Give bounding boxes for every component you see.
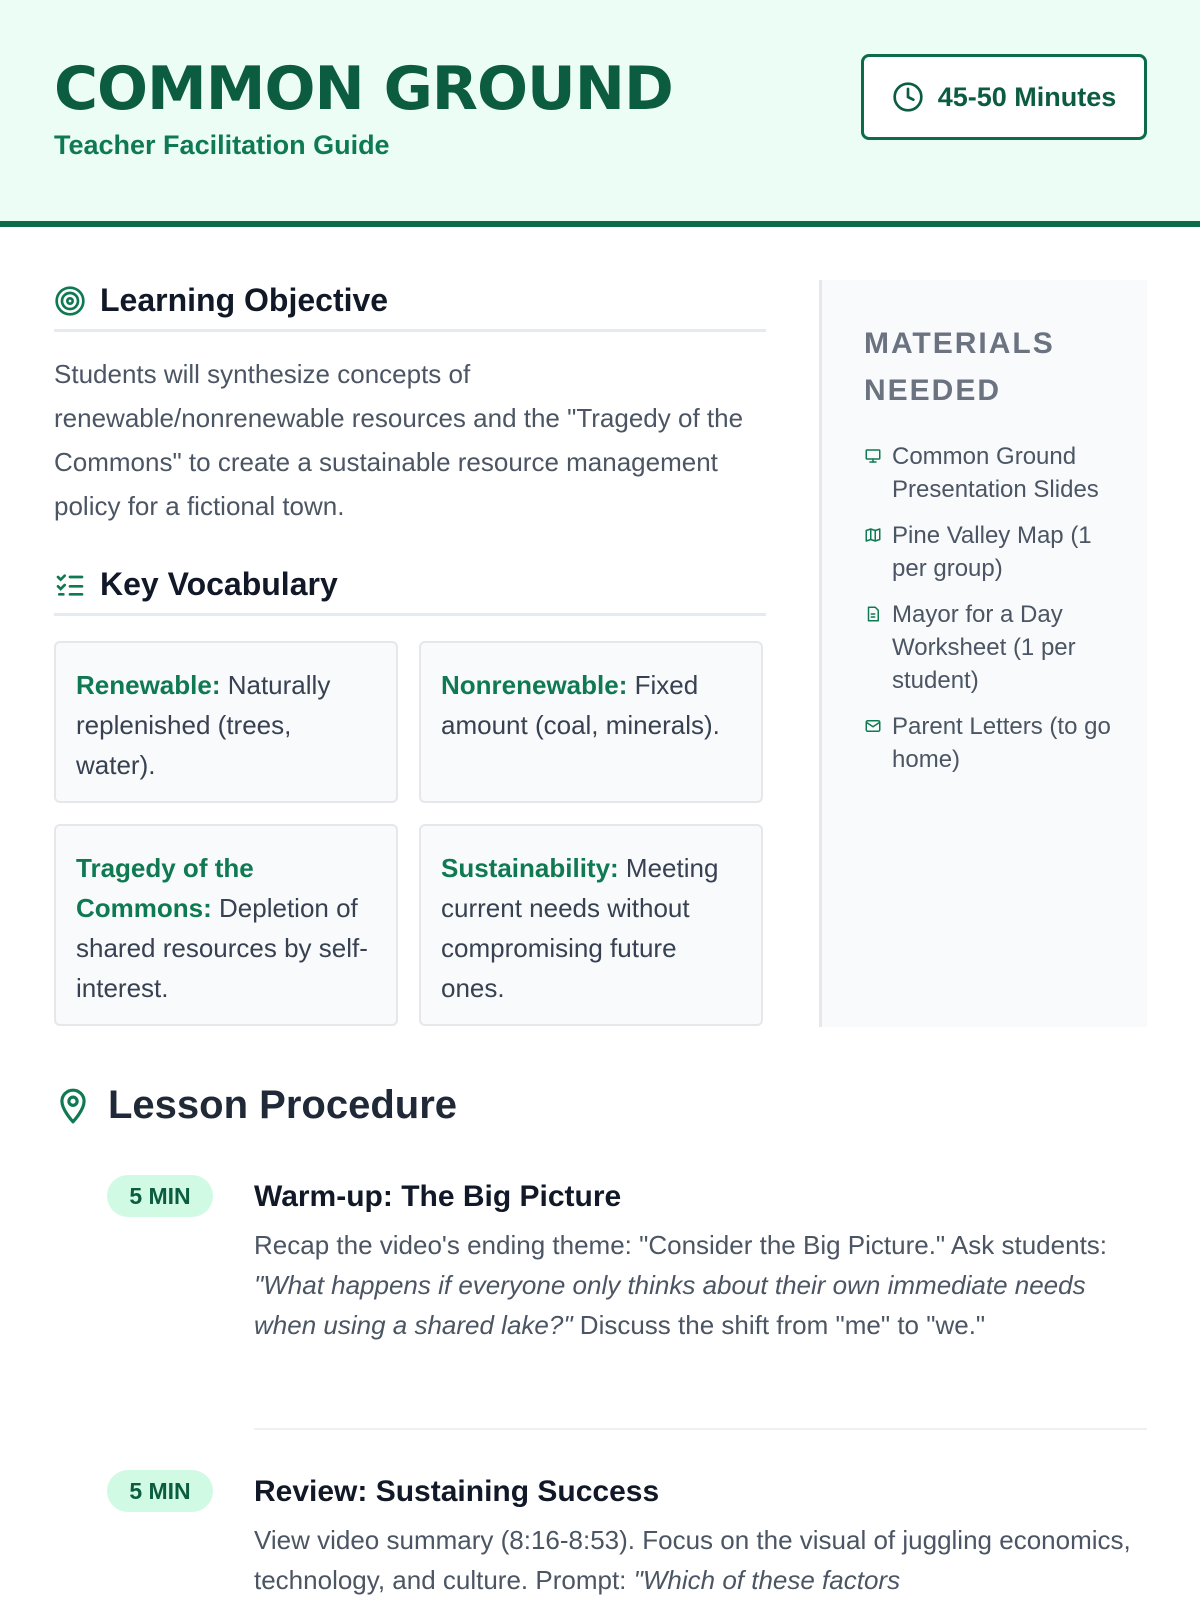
worksheet-icon <box>864 605 882 623</box>
objective-heading-row <box>54 282 766 332</box>
vocab-definition: Naturally replenished (trees, water). <box>76 670 331 780</box>
step-text-outro: Discuss the shift from "me" to "we." <box>572 1310 986 1340</box>
page-subtitle: Teacher Facilitation Guide <box>54 130 390 160</box>
vocab-card <box>54 641 398 803</box>
target-icon <box>54 285 86 317</box>
vocab-term: Tragedy of the Commons: <box>76 853 254 923</box>
vocab-definition: Depletion of shared resources by self-interest. <box>76 893 368 1003</box>
vocab-definition: Meeting current needs without compromising future ones. <box>441 853 719 1003</box>
material-item <box>864 598 1127 697</box>
material-item <box>864 440 1127 506</box>
vocabulary-heading: Key Vocabulary <box>100 566 338 602</box>
step-text <box>254 1225 1147 1345</box>
step-title: Warm-up: The Big Picture <box>254 1180 622 1213</box>
duration-pill: 5 MIN <box>107 1175 213 1217</box>
vocab-card <box>419 641 763 803</box>
material-label: Pine Valley Map (1 per group) <box>892 522 1092 582</box>
step-quote: "What happens if everyone only thinks about their own immediate needs when using a shared lake?" <box>254 1270 1086 1340</box>
clock-icon <box>892 81 924 113</box>
step-title: Review: Sustaining Success <box>254 1475 660 1508</box>
map-pin-icon <box>54 1087 92 1125</box>
step-body <box>254 1175 1147 1345</box>
material-label: Mayor for a Day Worksheet (1 per student) <box>892 601 1076 694</box>
presentation-icon <box>864 447 882 465</box>
material-item <box>864 710 1127 776</box>
objective-heading: Learning Objective <box>100 282 389 318</box>
duration-pill: 5 MIN <box>107 1470 213 1512</box>
page-title: COMMON GROUND <box>54 54 673 124</box>
map-icon <box>864 526 882 544</box>
vocab-term: Sustainability: <box>441 853 619 883</box>
vocab-definition: Fixed amount (coal, minerals). <box>441 670 720 740</box>
objective-text: Students will synthesize concepts of renewable/nonrenewable resources and the "Tragedy of the Commons" to create a sustainable resource management policy for a fictional town. <box>54 359 744 521</box>
materials-panel <box>819 280 1147 1027</box>
step-quote: "Which of these factors <box>633 1565 901 1595</box>
step-body <box>254 1470 1147 1600</box>
material-item <box>864 519 1127 585</box>
vocab-card <box>419 824 763 1026</box>
materials-heading: MATERIALS NEEDED <box>864 327 1055 407</box>
vocab-term: Nonrenewable: <box>441 670 628 700</box>
duration-badge <box>861 54 1147 140</box>
step-text-intro: Recap the video's ending theme: "Consider the Big Picture." Ask students: <box>254 1230 1108 1260</box>
procedure-heading-row <box>54 1083 457 1128</box>
checklist-icon <box>54 569 86 601</box>
step-text-intro: View video summary (8:16-8:53). Focus on the visual of juggling economics, technology, and culture. Prompt: <box>254 1525 1131 1595</box>
envelope-icon <box>864 717 882 735</box>
step-text <box>254 1520 1147 1600</box>
vocabulary-heading-row <box>54 566 766 616</box>
step-divider <box>254 1428 1147 1430</box>
header <box>0 0 1200 227</box>
vocab-card <box>54 824 398 1026</box>
material-label: Parent Letters (to go home) <box>892 713 1111 773</box>
duration-label: 45-50 Minutes <box>937 81 1117 112</box>
vocab-term: Renewable: <box>76 670 221 700</box>
material-label: Common Ground Presentation Slides <box>892 443 1099 503</box>
procedure-heading: Lesson Procedure <box>108 1083 458 1127</box>
